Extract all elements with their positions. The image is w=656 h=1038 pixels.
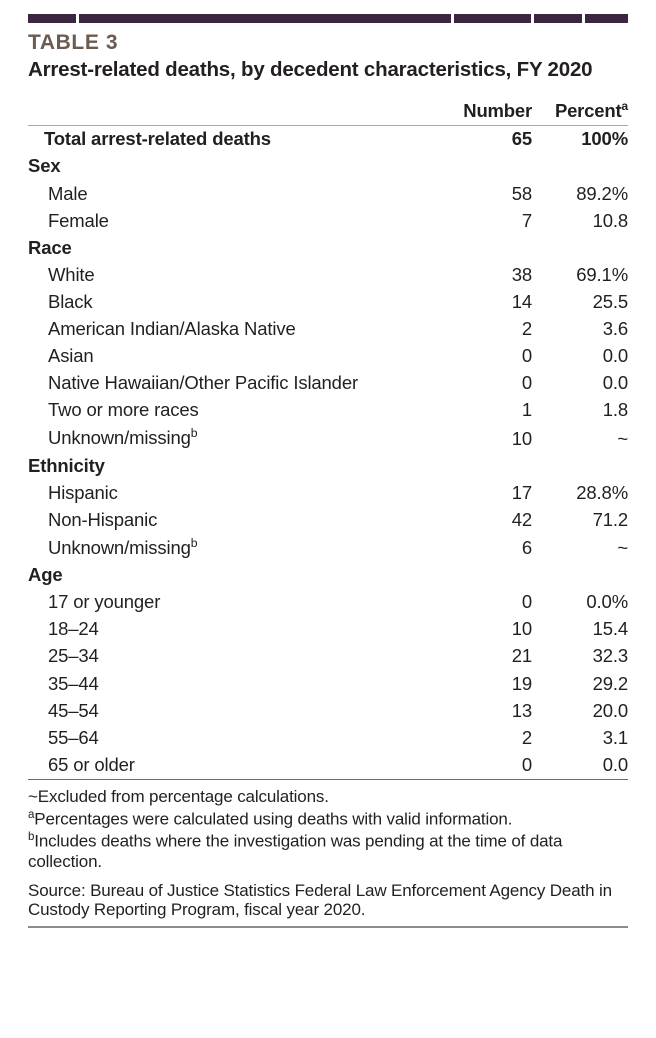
row-number-value: 7 xyxy=(521,209,532,231)
row-label: White xyxy=(48,263,95,285)
table-row xyxy=(28,234,628,261)
table-number-label: TABLE 3 xyxy=(28,31,119,54)
row-label: 25–34 xyxy=(48,645,99,667)
row-number-value: 17 xyxy=(511,481,532,503)
row-label: 18–24 xyxy=(48,618,99,640)
table-row xyxy=(28,506,628,533)
row-number-value: 2 xyxy=(521,317,532,339)
table-row xyxy=(28,261,628,288)
row-number-value: 6 xyxy=(521,537,532,559)
row-label: Two or more races xyxy=(48,399,199,421)
footnote xyxy=(28,787,628,807)
row-group-label: Race xyxy=(28,236,72,258)
row-number-value xyxy=(436,153,532,180)
column-header-number: Number xyxy=(436,99,532,126)
row-percent-value: 10.8 xyxy=(592,209,628,231)
table-row xyxy=(28,533,628,561)
table-row xyxy=(28,207,628,234)
row-percent-value: 71.2 xyxy=(592,508,628,530)
row-percent-value: 0.0 xyxy=(602,372,628,394)
top-rule-segment xyxy=(79,14,451,23)
row-percent-value: 0.0 xyxy=(602,345,628,367)
table-row xyxy=(28,397,628,424)
row-label: 17 or younger xyxy=(48,591,161,613)
row-label: American Indian/Alaska Native xyxy=(48,317,296,339)
table-row xyxy=(28,125,628,153)
row-label: Unknown/missing$^b$ xyxy=(48,426,198,449)
source-note: Source: Bureau of Justice Statistics Federal Law Enforcement Agency Death in Custody Reporting Program, fiscal year 2020. xyxy=(28,880,612,920)
top-rule-segment xyxy=(585,14,628,23)
footnote xyxy=(28,809,628,830)
table-row xyxy=(28,724,628,751)
table-row xyxy=(28,589,628,616)
footnote-marker-b: b xyxy=(190,426,198,441)
row-percent-value: 3.6 xyxy=(602,317,628,339)
footnote-marker: ~ xyxy=(28,786,38,806)
row-number-value: 2 xyxy=(521,726,532,748)
row-number-value: 42 xyxy=(511,508,532,530)
table-row xyxy=(28,180,628,207)
row-number-value: 65 xyxy=(511,128,532,150)
table-page xyxy=(0,14,656,1038)
footnote-marker-b: b xyxy=(190,535,198,550)
table-row xyxy=(28,370,628,397)
row-percent-value: 89.2% xyxy=(576,182,628,204)
row-number-value: 21 xyxy=(511,645,532,667)
row-number-value xyxy=(436,234,532,261)
row-percent-value: 20.0 xyxy=(592,699,628,721)
row-percent-value: ~ xyxy=(617,427,628,449)
table-row xyxy=(28,153,628,180)
row-percent-value: 69.1% xyxy=(576,263,628,285)
row-number-value: 0 xyxy=(436,751,532,779)
table-row xyxy=(28,424,628,452)
row-number-value: 0 xyxy=(521,591,532,613)
row-group-label: Sex xyxy=(28,155,61,177)
decorative-top-rule xyxy=(28,14,628,23)
table-row xyxy=(28,616,628,643)
footnote-text: Excluded from percentage calculations. xyxy=(37,786,329,806)
table-row xyxy=(28,751,628,779)
top-rule-segment xyxy=(454,14,531,23)
row-label: Non-Hispanic xyxy=(48,508,158,530)
row-number-value: 10 xyxy=(511,427,532,449)
table-row xyxy=(28,452,628,479)
row-number-value xyxy=(436,562,532,589)
data-table xyxy=(28,99,628,780)
row-percent-value: 25.5 xyxy=(592,290,628,312)
row-percent-value xyxy=(532,153,628,180)
row-label: Female xyxy=(48,209,109,231)
table-row xyxy=(28,479,628,506)
footnote-marker-a: a xyxy=(621,98,628,113)
row-label: Asian xyxy=(48,345,94,367)
row-number-value: 14 xyxy=(511,290,532,312)
table-row xyxy=(28,670,628,697)
row-label: 55–64 xyxy=(48,726,99,748)
table-row xyxy=(28,288,628,315)
row-percent-value: 15.4 xyxy=(592,618,628,640)
footnote-marker: a xyxy=(28,808,35,821)
table-row xyxy=(28,562,628,589)
footnote xyxy=(28,831,628,871)
row-percent-value: 0.0% xyxy=(586,591,628,613)
footnote-text: Percentages were calculated using deaths with valid information. xyxy=(34,809,513,829)
bottom-rule xyxy=(28,926,628,928)
table-row xyxy=(28,315,628,342)
row-label: Native Hawaiian/Other Pacific Islander xyxy=(48,372,358,394)
table-row xyxy=(28,697,628,724)
column-header-percent xyxy=(532,99,628,126)
row-percent-value: 29.2 xyxy=(592,672,628,694)
row-number-value: 0 xyxy=(521,345,532,367)
row-number-value xyxy=(436,452,532,479)
row-label: 35–44 xyxy=(48,672,99,694)
row-label: Unknown/missing$^b$ xyxy=(48,535,198,559)
row-number-value: 1 xyxy=(521,399,532,421)
page-title: Arrest-related deaths, by decedent characteristics, FY 2020 xyxy=(28,58,593,82)
top-rule-segment xyxy=(28,14,76,23)
row-label: Hispanic xyxy=(48,481,118,503)
footnote-text: Includes deaths where the investigation was pending at the time of data collection. xyxy=(28,831,563,871)
column-header-percent-text: Percent xyxy=(554,99,622,121)
row-percent-value: 0.0 xyxy=(532,751,628,779)
table-body xyxy=(28,125,628,779)
row-label: Total arrest-related deaths xyxy=(44,128,271,150)
row-number-value: 58 xyxy=(511,182,532,204)
top-rule-segment xyxy=(534,14,582,23)
row-number-value: 10 xyxy=(511,618,532,640)
table-row xyxy=(28,343,628,370)
row-label: Male xyxy=(48,182,88,204)
row-percent-value: 28.8% xyxy=(576,481,628,503)
table-header xyxy=(28,99,628,126)
row-number-value: 38 xyxy=(511,263,532,285)
column-header-label xyxy=(28,99,436,126)
row-percent-value: 3.1 xyxy=(602,726,628,748)
row-percent-value: ~ xyxy=(617,537,628,559)
row-number-value: 19 xyxy=(511,672,532,694)
table-header-row xyxy=(28,99,628,126)
row-label: 65 or older xyxy=(28,751,436,779)
row-label: 45–54 xyxy=(48,699,99,721)
table-row xyxy=(28,643,628,670)
row-percent-value xyxy=(532,562,628,589)
row-percent-value: 32.3 xyxy=(592,645,628,667)
row-percent-value: 100% xyxy=(581,128,628,150)
row-percent-value xyxy=(532,452,628,479)
row-number-value: 0 xyxy=(521,372,532,394)
row-label: Black xyxy=(48,290,93,312)
footnotes xyxy=(28,787,628,872)
row-group-label: Age xyxy=(28,564,63,586)
row-number-value: 13 xyxy=(511,699,532,721)
row-percent-value xyxy=(532,234,628,261)
footnote-marker: b xyxy=(28,831,35,844)
row-percent-value: 1.8 xyxy=(602,399,628,421)
row-group-label: Ethnicity xyxy=(28,454,105,476)
